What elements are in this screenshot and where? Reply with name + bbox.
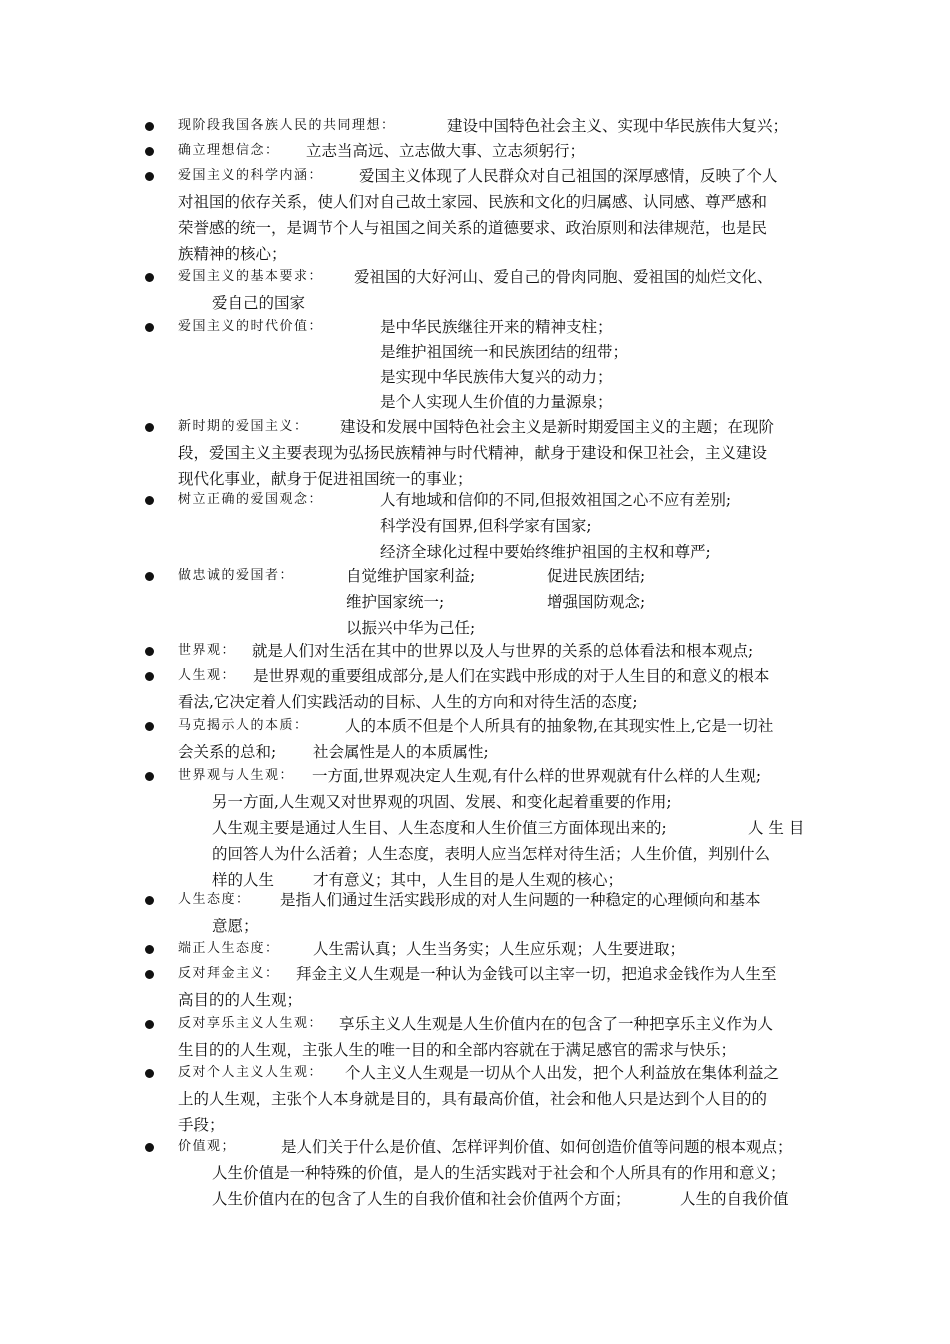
item-text: 个人主义人生观是一切从个人出发，把个人利益放在集体利益之	[345, 1064, 780, 1082]
item-text: 拜金主义人生观是一种认为金钱可以主宰一切，把追求金钱作为人生至	[296, 965, 777, 983]
item-text: 维护国家统一;	[346, 593, 445, 611]
item-text: 荣誉感的统一，是调节个人与祖国之间关系的道德要求、政治原则和法律规范，也是民	[178, 219, 768, 237]
item-text: 另一方面,人生观又对世界观的巩固、发展、和变化起着重要的作用;	[212, 793, 672, 811]
item-text: 享乐主义人生观是人生价值内在的包含了一种把享乐主义作为人	[339, 1015, 774, 1033]
item-term: 价值观；	[178, 1139, 237, 1154]
item-term: 马克揭示人的本质：	[178, 718, 309, 733]
item-text: 看法,它决定着人们实践活动的目标、人生的方向和对待生活的态度;	[178, 693, 638, 711]
item-text: 是中华民族继往开来的精神支柱；	[380, 318, 613, 336]
bullet	[145, 496, 154, 505]
item-term: 人生观：	[178, 668, 237, 683]
item-term: 世界观：	[178, 643, 237, 658]
bullet	[145, 896, 154, 905]
bullet	[145, 722, 154, 731]
bullet	[145, 772, 154, 781]
item-term: 爱国主义的基本要求：	[178, 269, 324, 284]
item-text: 就是人们对生活在其中的世界以及人与世界的关系的总体看法和根本观点;	[252, 642, 754, 660]
item-text: 生目的的人生观，主张人生的唯一目的和全部内容就在于满足感官的需求与快乐；	[178, 1041, 737, 1059]
item-text: 建设中国特色社会主义、实现中华民族伟大复兴；	[447, 117, 789, 135]
item-text: 人生价值是一种特殊的价值，是人的生活实践对于社会和个人所具有的作用和意义；	[212, 1164, 786, 1182]
item-text: 人生需认真；人生当务实；人生应乐观；人生要进取；	[313, 940, 686, 958]
item-text: 高目的的人生观；	[178, 991, 303, 1009]
item-text: 是维护祖国统一和民族团结的纽带；	[380, 343, 629, 361]
bullet	[145, 273, 154, 282]
bullet	[145, 647, 154, 656]
item-term: 反对拜金主义：	[178, 966, 280, 981]
item-text: 经济全球化过程中要始终维护祖国的主权和尊严;	[380, 543, 711, 561]
item-text: 人生的自我价值	[680, 1190, 789, 1208]
item-text: 意愿；	[212, 917, 259, 935]
item-text: 族精神的核心；	[178, 245, 287, 263]
item-text: 科学没有国界,但科学家有国家;	[380, 517, 592, 535]
item-text: 对祖国的依存关系，使人们对自己故土家园、民族和文化的归属感、认同感、尊严感和	[178, 193, 768, 211]
item-text: 是世界观的重要组成部分,是人们在实践中形成的对于人生目的和意义的根本	[253, 667, 770, 685]
bullet	[145, 147, 154, 156]
item-text: 立志当高远、立志做大事、立志须躬行；	[306, 142, 586, 160]
item-text: 人的本质不但是个人所具有的抽象物,在其现实性上,它是一切社	[345, 717, 774, 735]
item-text: 是个人实现人生价值的力量源泉；	[380, 393, 613, 411]
item-text: 爱国主义体现了人民群众对自己祖国的深厚感情，反映了个人	[359, 167, 778, 185]
item-text: 建设和发展中国特色社会主义是新时期爱国主义的主题；在现阶	[340, 418, 775, 436]
item-term: 现阶段我国各族人民的共同理想：	[178, 118, 396, 133]
item-term: 做忠诚的爱国者：	[178, 568, 295, 583]
bullet	[145, 423, 154, 432]
item-term: 确立理想信念：	[178, 143, 280, 158]
item-term: 新时期的爱国主义：	[178, 419, 309, 434]
item-term: 爱国主义的时代价值：	[178, 319, 324, 334]
bullet	[145, 970, 154, 979]
bullet	[145, 672, 154, 681]
bullet	[145, 172, 154, 181]
item-text: 人有地域和信仰的不同,但报效祖国之心不应有差别;	[380, 491, 732, 509]
item-term: 端正人生态度：	[178, 941, 280, 956]
bullet	[145, 1069, 154, 1078]
item-text: 是指人们通过生活实践形成的对人生问题的一种稳定的心理倾向和基本	[280, 891, 761, 909]
bullet	[145, 572, 154, 581]
item-text: 会关系的总和;	[178, 743, 277, 761]
item-text: 段，爱国主义主要表现为弘扬民族精神与时代精神，献身于建设和保卫社会，主义建设	[178, 444, 768, 462]
item-term: 爱国主义的科学内涵：	[178, 168, 324, 183]
bullet	[145, 945, 154, 954]
item-term: 反对享乐主义人生观：	[178, 1016, 324, 1031]
item-text: 是人们关于什么是价值、怎样评判价值、如何创造价值等问题的根本观点；	[281, 1138, 793, 1156]
item-text: 爱自己的国家	[212, 294, 306, 312]
item-text: 自觉维护国家利益;	[346, 567, 476, 585]
item-text: 上的人生观，主张个人本身就是目的，具有最高价值，社会和他人只是达到个人目的的	[178, 1090, 768, 1108]
item-text: 以振兴中华为己任;	[346, 619, 476, 637]
item-text: 促进民族团结;	[547, 567, 646, 585]
item-text: 的回答人为什么活着；人生态度，表明人应当怎样对待生活；人生价值，判别什么	[212, 845, 771, 863]
item-text: 爱祖国的大好河山、爱自己的骨肉同胞、爱祖国的灿烂文化、	[354, 268, 773, 286]
item-text: 人生价值内在的包含了人生的自我价值和社会价值两个方面；	[212, 1190, 631, 1208]
item-term: 人生态度：	[178, 892, 251, 907]
item-text: 样的人生	[212, 871, 275, 889]
item-term: 反对个人主义人生观：	[178, 1065, 324, 1080]
item-term: 世界观与人生观：	[178, 768, 295, 783]
item-text: 人 生 目	[748, 819, 805, 837]
item-text: 是实现中华民族伟大复兴的动力；	[380, 368, 613, 386]
item-text: 社会属性是人的本质属性;	[313, 743, 489, 761]
item-text: 增强国防观念;	[547, 593, 646, 611]
item-text: 手段；	[178, 1116, 225, 1134]
item-text: 一方面,世界观决定人生观,有什么样的世界观就有什么样的人生观;	[312, 767, 762, 785]
item-text: 现代化事业，献身于促进祖国统一的事业；	[178, 470, 473, 488]
bullet	[145, 122, 154, 131]
bullet	[145, 1143, 154, 1152]
item-term: 树立正确的爱国观念：	[178, 492, 324, 507]
bullet	[145, 323, 154, 332]
item-text: 才有意义；其中，人生目的是人生观的核心；	[313, 871, 624, 889]
item-text: 人生观主要是通过人生目、人生态度和人生价值三方面体现出来的;	[212, 819, 667, 837]
bullet	[145, 1020, 154, 1029]
